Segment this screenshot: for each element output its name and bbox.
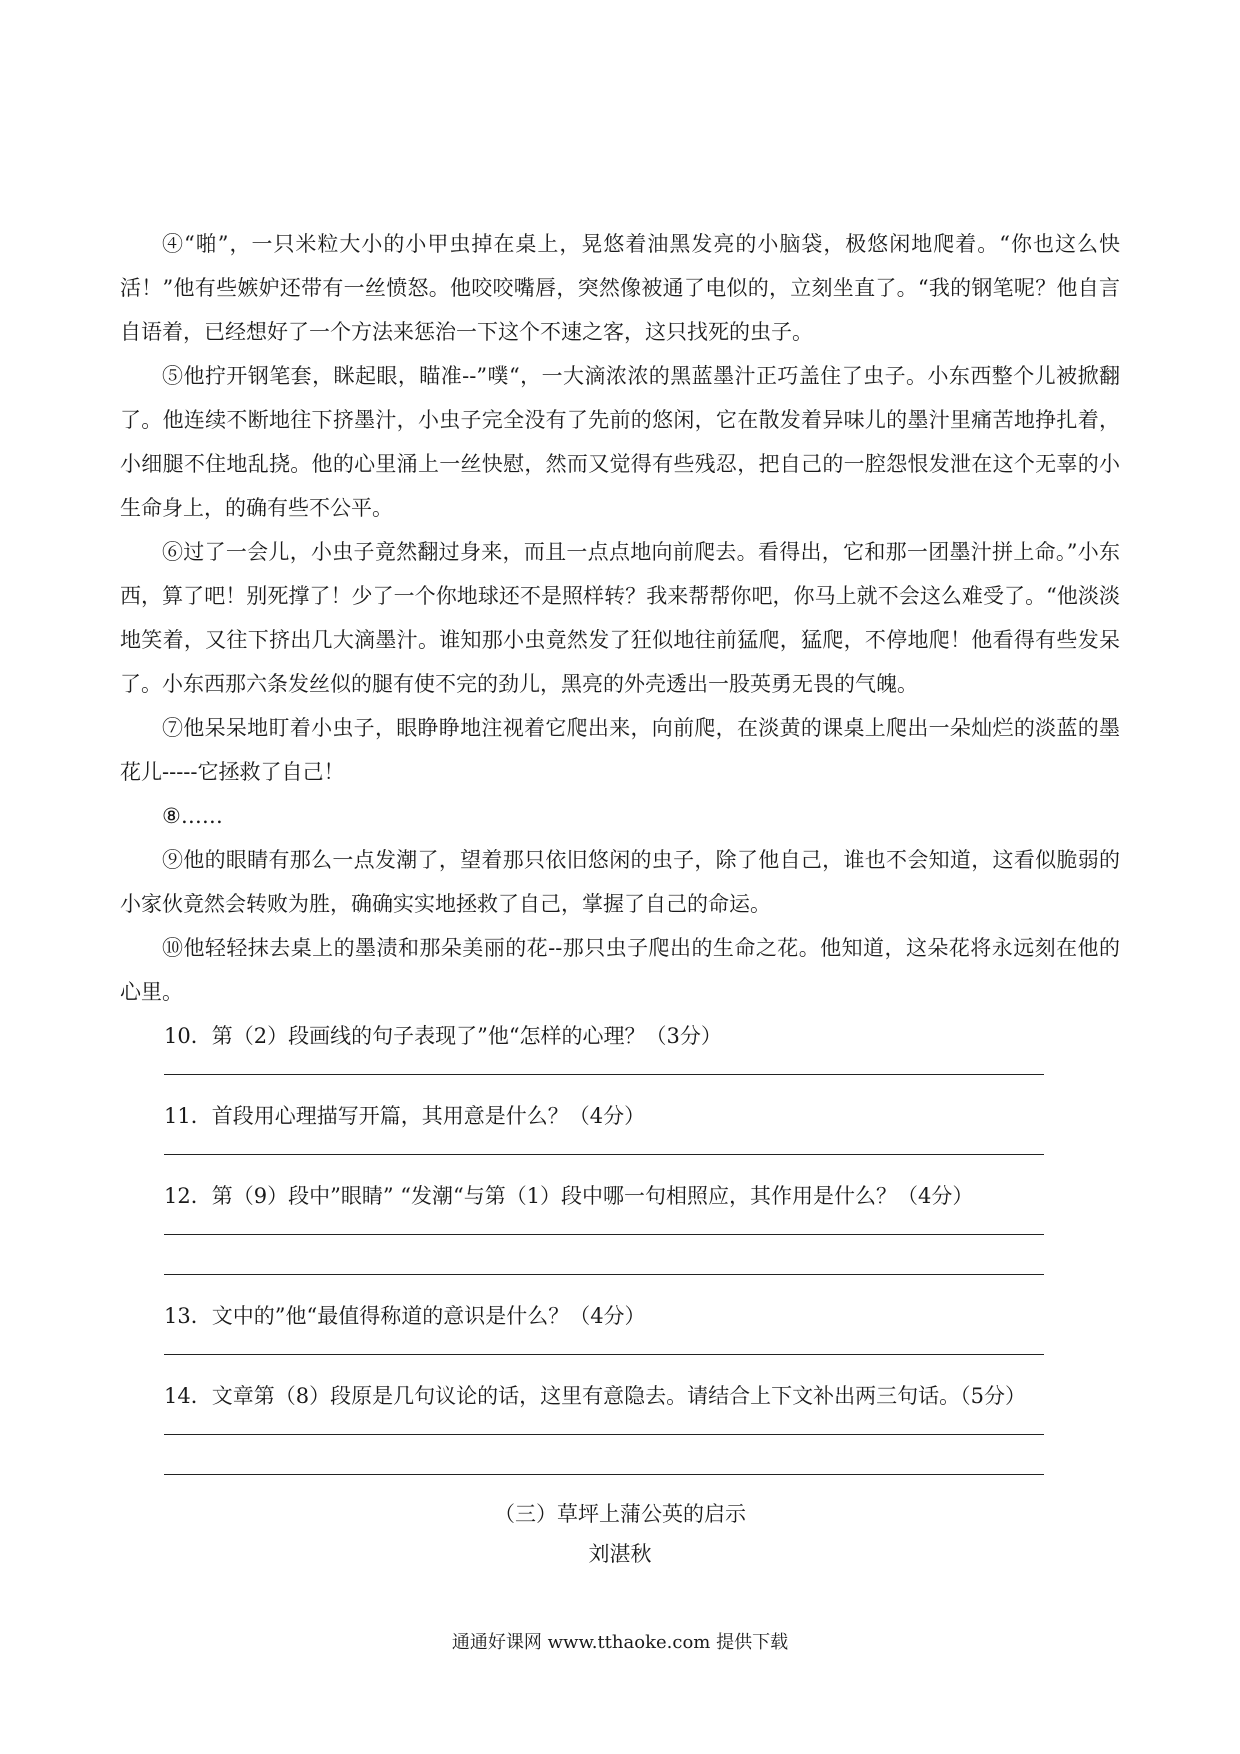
paragraph-9: ⑨他的眼睛有那么一点发潮了，望着那只依旧悠闲的虫子，除了他自己，谁也不会知道，这看似脆弱的小家伙竟然会转败为胜，确确实实地拯救了自己，掌握了自己的命运。 — [120, 848, 1120, 916]
paragraph-5: ⑤他拧开钢笔套，眯起眼，瞄准--”噗“，一大滴浓浓的黑蓝墨汁正巧盖住了虫子。小东西整个儿被掀翻了。他连续不断地往下挤墨汁，小虫子完全没有了先前的悠闲，它在散发着异味儿的墨汁里痛苦地挣扎着，小细腿不住地乱挠。他的心里涌上一丝快慰，然而又觉得有些残忍，把自己的一腔怨恨发泄在这个无辜的小生命身上，的确有些不公平。 — [120, 364, 1120, 520]
answer-line-12a[interactable] — [164, 1234, 1044, 1236]
paragraph-7: ⑦他呆呆地盯着小虫子，眼睁睁地注视着它爬出来，向前爬，在淡黄的课桌上爬出一朵灿烂的淡蓝的墨花儿-----它拯救了自己！ — [120, 716, 1120, 784]
answer-line-12b[interactable] — [164, 1274, 1044, 1276]
section-title: （三）草坪上蒲公英的启示 — [494, 1502, 746, 1526]
section-author: 刘湛秋 — [588, 1542, 652, 1566]
answer-line-14b[interactable] — [164, 1474, 1044, 1476]
answer-line-11[interactable] — [164, 1154, 1044, 1156]
paragraph-4: ④“啪”，一只米粒大小的小甲虫掉在桌上，晃悠着油黑发亮的小脑袋，极悠闲地爬着。“你也这么快活！”他有些嫉妒还带有一丝愤怒。他咬咬嘴唇，突然像被通了电似的，立刻坐直了。“我的钢笔呢？他自言自语着，已经想好了一个方法来惩治一下这个不速之客，这只找死的虫子。 — [120, 232, 1120, 344]
question-12: 12．第（9）段中”眼睛” “发潮“与第（1）段中哪一句相照应，其作用是什么？（4分） — [164, 1184, 974, 1208]
answer-line-14a[interactable] — [164, 1434, 1044, 1436]
paragraph-6: ⑥过了一会儿，小虫子竟然翻过身来，而且一点点地向前爬去。看得出，它和那一团墨汁拼上命。”小东西，算了吧！别死撑了！少了一个你地球还不是照样转？我来帮帮你吧，你马上就不会这么难受了。“他淡淡地笑着，又往下挤出几大滴墨汁。谁知那小虫竟然发了狂似地往前猛爬，猛爬，不停地爬！他看得有些发呆了。小东西那六条发丝似的腿有使不完的劲儿，黑亮的外壳透出一股英勇无畏的气魄。 — [120, 540, 1120, 696]
page-footer: 通通好课网 www.tthaoke.com 提供下载 — [451, 1632, 789, 1653]
paragraph-10: ⑩他轻轻抹去桌上的墨渍和那朵美丽的花--那只虫子爬出的生命之花。他知道，这朵花将永远刻在他的心里。 — [120, 936, 1120, 1004]
question-14: 14．文章第（8）段原是几句议论的话，这里有意隐去。请结合上下文补出两三句话。（5分） — [164, 1384, 1026, 1408]
answer-line-13[interactable] — [164, 1354, 1044, 1356]
question-11: 11．首段用心理描写开篇，其用意是什么？（4分） — [164, 1104, 646, 1128]
question-10: 10．第（2）段画线的句子表现了”他“怎样的心理？（3分） — [164, 1024, 722, 1048]
question-13: 13．文中的”他“最值得称道的意识是什么？（4分） — [164, 1304, 646, 1328]
answer-line-10[interactable] — [164, 1074, 1044, 1076]
paragraph-8: ⑧…… — [162, 804, 223, 828]
document-body — [120, 222, 1120, 1574]
